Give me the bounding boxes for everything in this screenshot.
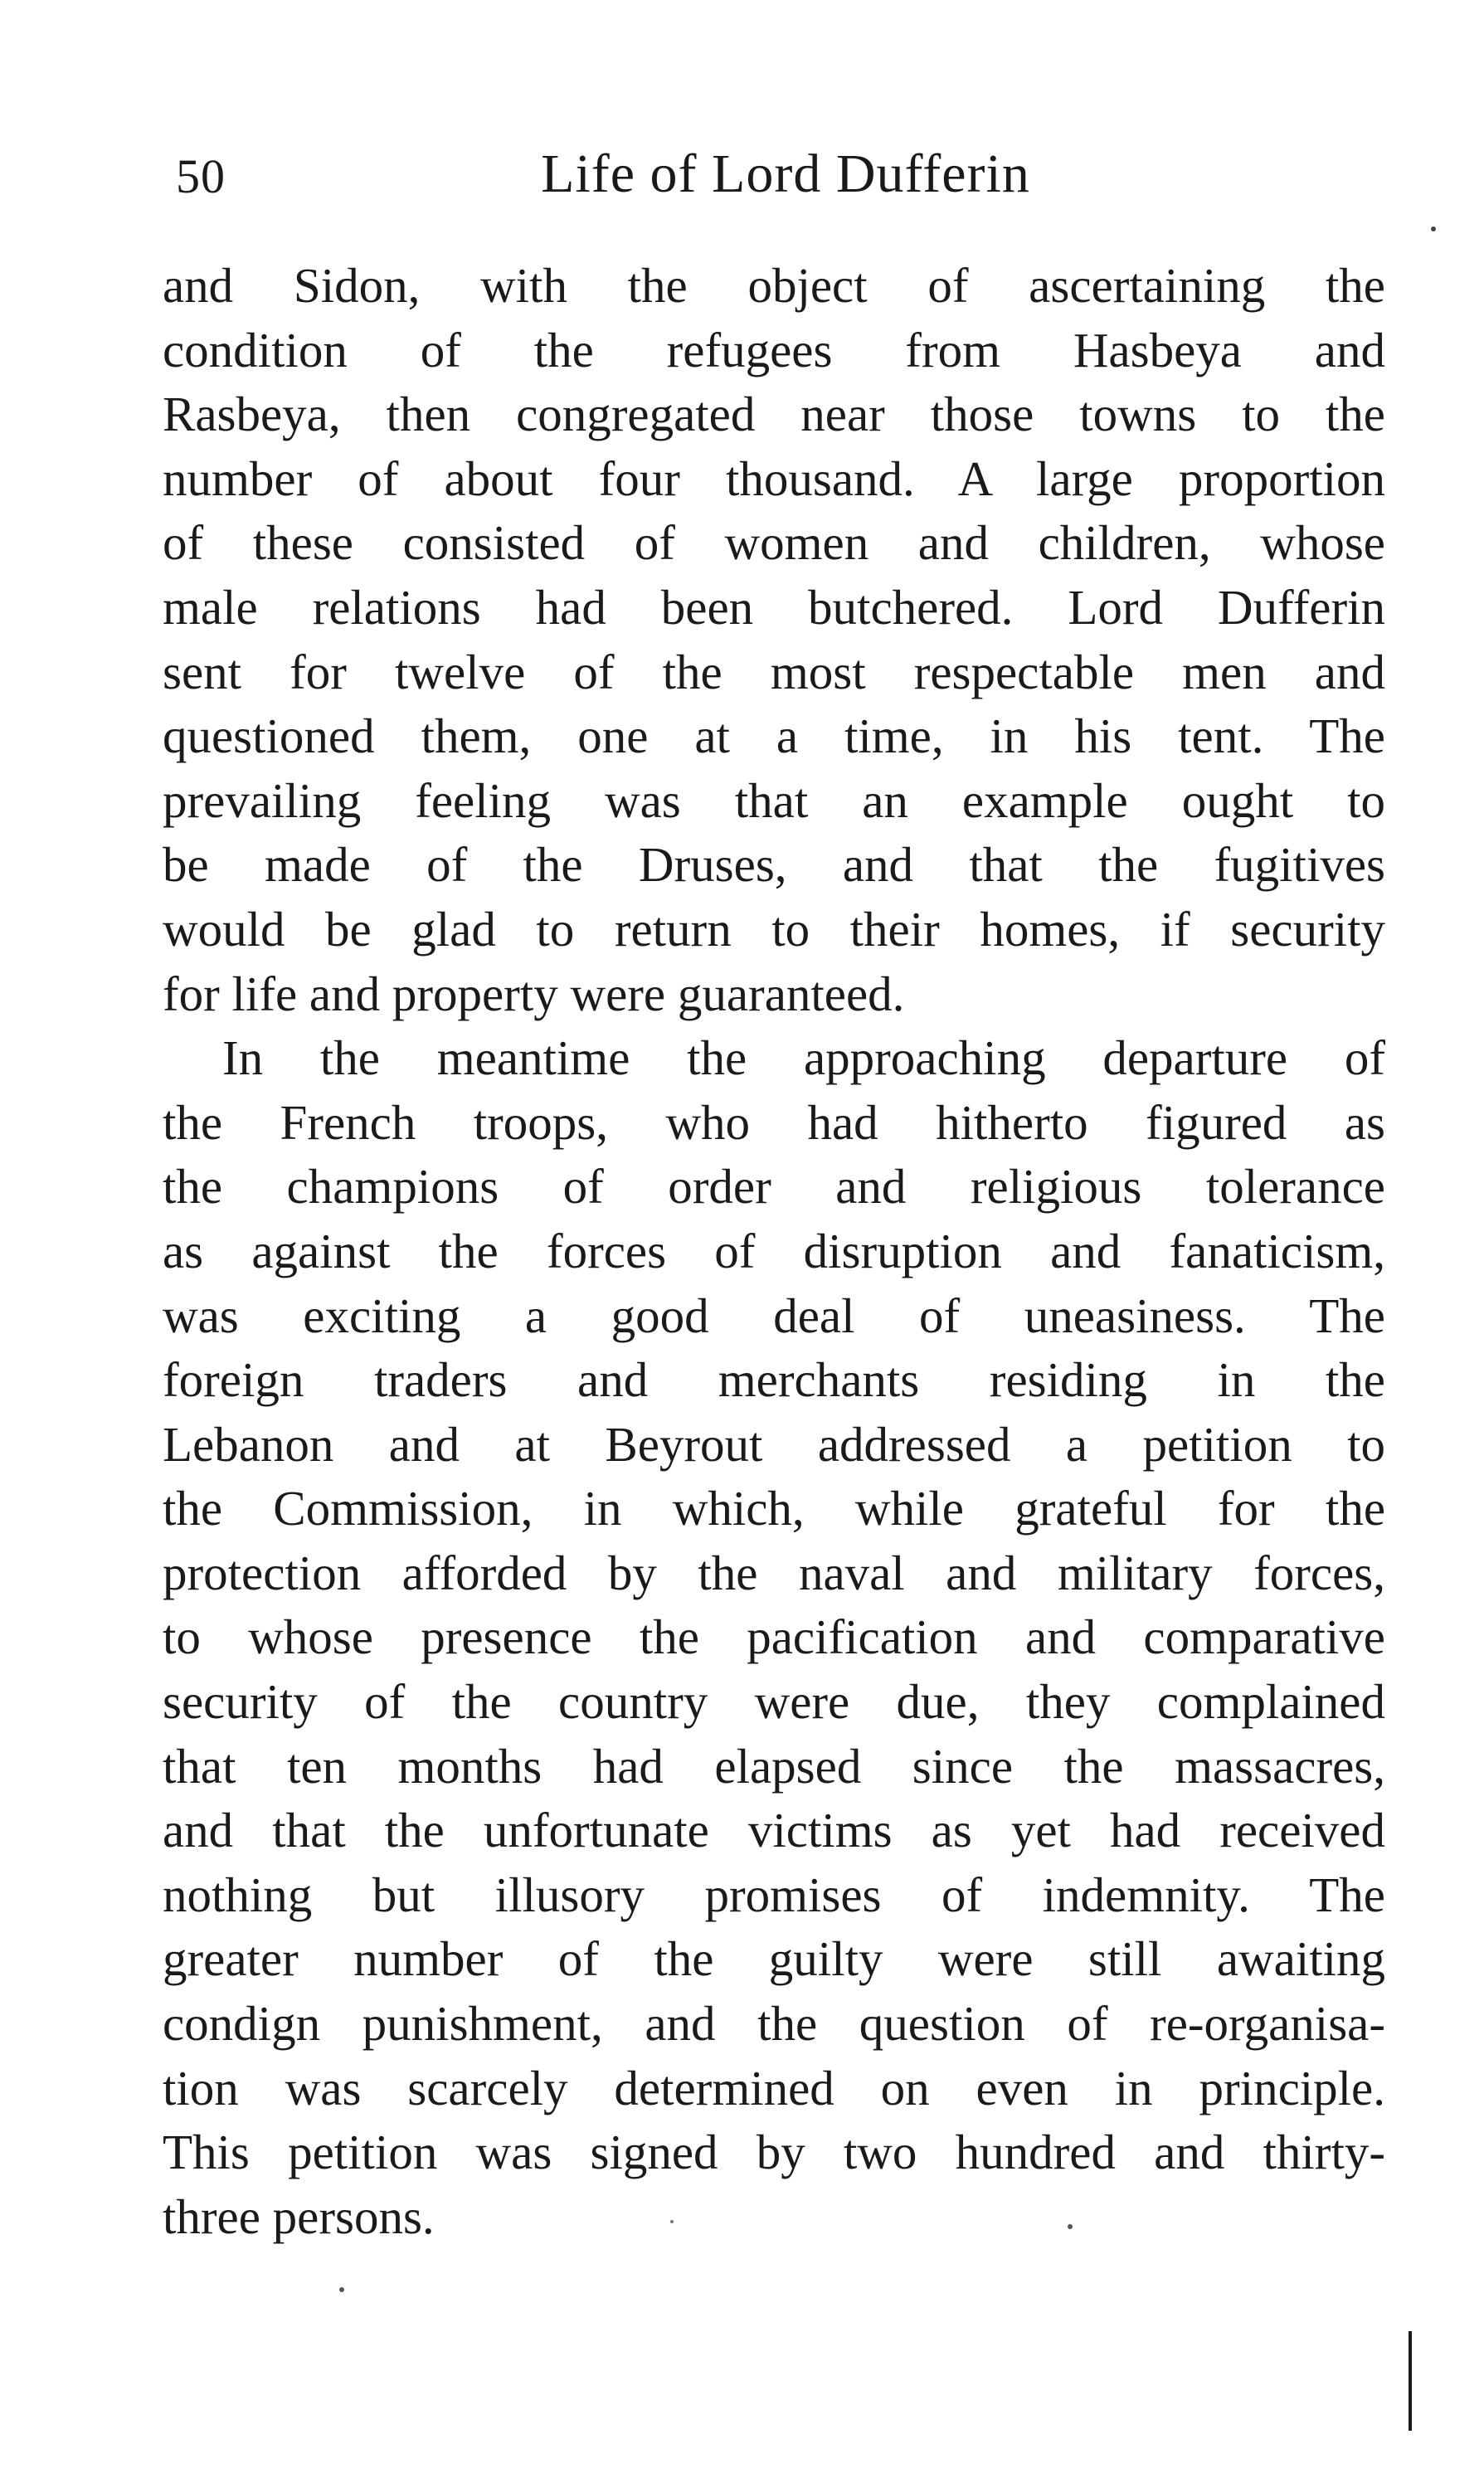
paragraph-2 [163,1026,1385,2249]
text-line: male relations had been butchered. Lord Dufferin [163,579,1385,635]
paragraph-1 [163,254,1385,1026]
text-line: number of about four thousand. A large proportion [163,450,1385,506]
running-title: Life of Lord Dufferin [541,144,1030,204]
text-line: would be glad to return to their homes, if security [163,901,1385,957]
body-text [163,254,1385,2249]
text-line: In the meantime the approaching departure of [222,1030,1385,1086]
text-line: the Commission, in which, while grateful for the [163,1481,1385,1536]
text-line: the champions of order and religious tolerance [163,1159,1385,1215]
text-line: as against the forces of disruption and fanaticism, [163,1223,1385,1278]
text-line: nothing but illusory promises of indemnity. The [163,1867,1385,1922]
text-line: be made of the Druses, and that the fugitives [163,837,1385,893]
text-line: protection afforded by the naval and military forces, [163,1545,1385,1600]
text-line: to whose presence the pacification and comparative [163,1609,1385,1665]
text-line: Rasbeya, then congregated near those towns to the [163,387,1385,442]
text-line: was exciting a good deal of uneasiness. The [163,1288,1385,1343]
text-line: questioned them, one at a time, in his tent. The [163,708,1385,764]
text-line: of these consisted of women and children, whose [163,515,1385,571]
text-line: greater number of the guilty were still awaiting [163,1931,1385,1987]
text-line: three persons. [163,2188,435,2244]
text-line: condign punishment, and the question of re-organisa- [163,1996,1385,2052]
running-head [176,141,1395,216]
text-line: This petition was signed by two hundred and thirty- [163,2125,1385,2180]
text-line: for life and property were guaranteed. [163,966,905,1021]
text-line: and that the unfortunate victims as yet had received [163,1803,1385,1858]
text-line: sent for twelve of the most respectable men and [163,644,1385,699]
text-line: foreign traders and merchants residing in the [163,1352,1385,1408]
text-line: that ten months had elapsed since the massacres, [163,1738,1385,1794]
text-line: and Sidon, with the object of ascertaining the [163,258,1385,313]
page-number: 50 [176,149,226,203]
text-line: condition of the refugees from Hasbeya and [163,322,1385,377]
text-line: Lebanon and at Beyrout addressed a petition to [163,1416,1385,1472]
ink-speck [339,2287,344,2292]
text-line: prevailing feeling was that an example ought to [163,772,1385,828]
text-line: the French troops, who had hitherto figured as [163,1094,1385,1150]
ink-speck [1431,226,1436,231]
text-line: tion was scarcely determined on even in principle. [163,2060,1385,2115]
text-line: security of the country were due, they complained [163,1674,1385,1730]
